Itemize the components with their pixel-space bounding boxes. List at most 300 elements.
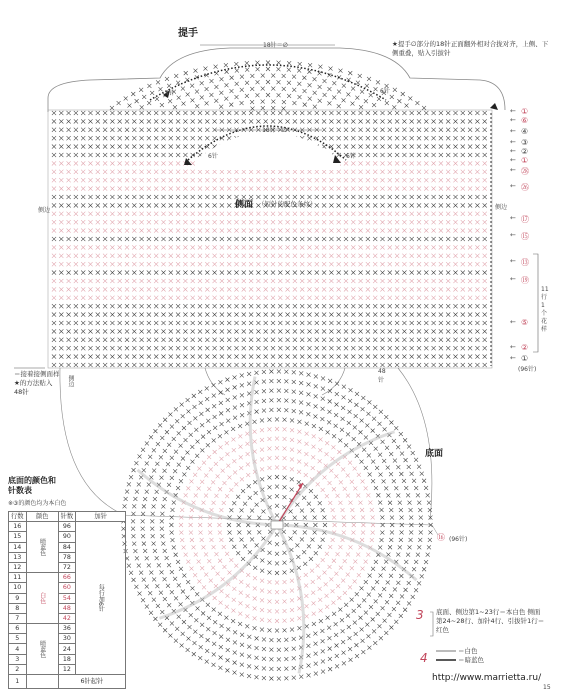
stitch-cross — [297, 566, 301, 570]
stitch-cross — [381, 606, 385, 610]
stitch-cross — [158, 87, 162, 91]
stitch-cross — [190, 445, 194, 449]
stitch-cross — [439, 136, 443, 140]
stitch-cross — [378, 593, 382, 597]
stitch-cross — [380, 170, 384, 174]
stitch-cross — [213, 262, 217, 266]
stitch-cross — [322, 136, 326, 140]
stitch-cross — [327, 636, 331, 640]
stitch-cross — [132, 111, 136, 115]
stitch-cross — [306, 654, 310, 658]
stitch-cross — [226, 638, 230, 642]
stitch-cross — [453, 195, 457, 199]
stitch-cross — [183, 195, 187, 199]
stitch-cross — [247, 484, 251, 488]
stitch-cross — [52, 220, 56, 224]
stitch-cross — [359, 153, 363, 157]
stitch-count: 12 — [58, 664, 76, 674]
legend-note4-line2: ＝暗蓝色 — [458, 656, 484, 664]
stitch-cross — [432, 271, 436, 275]
stitch-cross — [432, 178, 436, 182]
stitch-cross — [110, 355, 114, 359]
stitch-cross — [282, 551, 286, 555]
stitch-cross — [366, 329, 370, 333]
stitch-cross — [52, 153, 56, 157]
stitch-cross — [417, 501, 421, 505]
stitch-cross — [137, 482, 141, 486]
stitch-cross — [81, 363, 85, 367]
stitch-cross — [439, 254, 443, 258]
stitch-cross — [348, 585, 352, 589]
stitch-cross — [96, 296, 100, 300]
stitch-cross — [336, 494, 340, 498]
stitch-cross — [96, 178, 100, 182]
handle-marker — [490, 103, 498, 110]
stitch-cross — [96, 119, 100, 123]
stitch-cross — [163, 549, 167, 553]
stitch-cross — [278, 119, 282, 123]
right-inner-count: 6针 — [346, 153, 356, 160]
stitch-cross — [461, 279, 465, 283]
stitch-cross — [256, 67, 260, 71]
stitch-cross — [118, 296, 122, 300]
stitch-cross — [161, 304, 165, 308]
stitch-cross — [176, 128, 180, 132]
stitch-cross — [424, 296, 428, 300]
stitch-cross — [395, 203, 399, 207]
stitch-cross — [386, 580, 390, 584]
stitch-cross — [417, 329, 421, 333]
stitch-cross — [249, 296, 253, 300]
stitch-cross — [366, 145, 370, 149]
stitch-cross — [160, 570, 164, 574]
stitch-cross — [59, 254, 63, 258]
stitch-cross — [253, 430, 257, 434]
stitch-cross — [170, 570, 174, 574]
stitch-cross — [219, 401, 223, 405]
stitch-cross — [388, 545, 392, 549]
top-stitch-label: 18针＝∅ — [263, 42, 288, 49]
stitch-cross — [446, 153, 450, 157]
stitch-cross — [353, 425, 357, 429]
stitch-cross — [338, 438, 342, 442]
stitch-cross — [366, 237, 370, 241]
stitch-cross — [214, 584, 218, 588]
stitch-cross — [322, 329, 326, 333]
stitch-cross — [384, 560, 388, 564]
stitch-cross — [256, 355, 260, 359]
stitch-cross — [424, 355, 428, 359]
stitch-cross — [432, 262, 436, 266]
stitch-cross — [110, 287, 114, 291]
stitch-cross — [110, 304, 114, 308]
row-number: 2 — [9, 664, 27, 674]
stitch-cross — [238, 612, 242, 616]
stitch-cross — [206, 638, 210, 642]
stitch-cross — [234, 279, 238, 283]
stitch-cross — [59, 203, 63, 207]
stitch-cross — [388, 304, 392, 308]
stitch-cross — [150, 91, 154, 95]
stitch-cross — [177, 583, 181, 587]
stitch-cross — [125, 329, 129, 333]
stitch-cross — [398, 545, 402, 549]
stitch-cross — [202, 545, 206, 549]
stitch-cross — [342, 531, 346, 535]
stitch-cross — [331, 538, 335, 542]
stitch-cross — [337, 212, 341, 216]
stitch-cross — [125, 229, 129, 233]
stitch-cross — [103, 271, 107, 275]
stitch-cross — [304, 584, 308, 588]
stitch-cross — [366, 136, 370, 140]
stitch-cross — [137, 564, 141, 568]
stitch-cross — [306, 392, 310, 396]
stitch-cross — [284, 379, 288, 383]
stitch-cross — [268, 485, 272, 489]
stitch-cross — [275, 590, 279, 594]
stitch-cross — [384, 486, 388, 490]
bottom-row-mark: ⑯ — [437, 533, 445, 542]
stitch-cross — [322, 229, 326, 233]
stitch-cross — [147, 229, 151, 233]
stitch-cross — [277, 389, 281, 393]
stitch-cross — [461, 220, 465, 224]
stitch-cross — [213, 620, 217, 624]
stitch-cross — [256, 304, 260, 308]
stitch-cross — [205, 195, 209, 199]
stitch-cross — [380, 195, 384, 199]
stitch-cross — [220, 329, 224, 333]
stitch-cross — [424, 329, 428, 333]
stitch-cross — [360, 627, 364, 631]
stitch-cross — [169, 304, 173, 308]
stitch-cross — [346, 432, 350, 436]
stitch-cross — [240, 88, 244, 92]
stitch-cross — [483, 237, 487, 241]
stitch-cross — [359, 195, 363, 199]
stitch-cross — [67, 111, 71, 115]
stitch-cross — [81, 229, 85, 233]
stitch-cross — [205, 254, 209, 258]
table-row — [9, 675, 126, 689]
stitch-cross — [404, 458, 408, 462]
stitch-cross — [267, 628, 271, 632]
stitch-cross — [299, 391, 303, 395]
stitch-cross — [344, 296, 348, 300]
stitch-cross — [304, 573, 308, 577]
stitch-cross — [384, 415, 388, 419]
stitch-cross — [329, 119, 333, 123]
stitch-cross — [334, 622, 338, 626]
stitch-cross — [170, 476, 174, 480]
stitch-cross — [453, 153, 457, 157]
stitch-cross — [286, 212, 290, 216]
stitch-cross — [74, 195, 78, 199]
stitch-cross — [260, 418, 264, 422]
stitch-cross — [264, 178, 268, 182]
stitch-cross — [439, 287, 443, 291]
stitch-cross — [332, 81, 336, 85]
stitch-cross — [103, 195, 107, 199]
stitch-cross — [186, 580, 190, 584]
stitch-cross — [227, 195, 231, 199]
stitch-cross — [453, 220, 457, 224]
stitch-cross — [260, 598, 264, 602]
stitch-cross — [373, 346, 377, 350]
stitch-cross — [319, 427, 323, 431]
stitch-cross — [468, 203, 472, 207]
stitch-cross — [169, 178, 173, 182]
stitch-cross — [327, 420, 331, 424]
stitch-cross — [364, 611, 368, 615]
stitch-cross — [269, 657, 273, 661]
stitch-cross — [414, 588, 418, 592]
stitch-cross — [256, 321, 260, 325]
top-note: ★提手∅部分的18针正面翻外相对合拢对齐，上侧、下侧重叠，贴入引拔针 — [392, 40, 549, 57]
stitch-cross — [234, 237, 238, 241]
stitch-cross — [293, 329, 297, 333]
stitch-cross — [59, 304, 63, 308]
stitch-cross — [88, 128, 92, 132]
stitch-cross — [453, 321, 457, 325]
stitch-cross — [278, 111, 282, 115]
stitch-cross — [205, 119, 209, 123]
stitch-cross — [306, 634, 310, 638]
stitch-cross — [220, 355, 224, 359]
stitch-cross — [220, 321, 224, 325]
stitch-cross — [249, 355, 253, 359]
stitch-cross — [158, 623, 162, 627]
stitch-cross — [220, 229, 224, 233]
stitch-cross — [110, 229, 114, 233]
stitch-cross — [227, 262, 231, 266]
stitch-cross — [269, 370, 273, 374]
stitch-cross — [81, 178, 85, 182]
stitch-cross — [375, 580, 379, 584]
stitch-cross — [140, 321, 144, 325]
stitch-cross — [337, 271, 341, 275]
stitch-cross — [81, 287, 85, 291]
stitch-cross — [300, 245, 304, 249]
stitch-cross — [249, 178, 253, 182]
stitch-cross — [372, 103, 376, 107]
stitch-cross — [125, 321, 129, 325]
stitch-cross — [186, 486, 190, 490]
stitch-cross — [233, 416, 237, 420]
stitch-cross — [131, 527, 135, 531]
stitch-cross — [161, 313, 165, 317]
stitch-cross — [209, 579, 213, 583]
stitch-cross — [354, 643, 358, 647]
stitch-cross — [468, 313, 472, 317]
table-header-cell: 颜色 — [26, 512, 58, 522]
stitch-cross — [416, 553, 420, 557]
stitch-cross — [213, 596, 217, 600]
row-marker: ⑮ — [521, 232, 529, 241]
stitch-cross — [182, 574, 186, 578]
stitch-cross — [400, 516, 404, 520]
stitch-cross — [337, 338, 341, 342]
stitch-cross — [183, 203, 187, 207]
stitch-cross — [264, 187, 268, 191]
stitch-cross — [373, 313, 377, 317]
stitch-cross — [402, 195, 406, 199]
stitch-cross — [52, 346, 56, 350]
stitch-cross — [307, 119, 311, 123]
stitch-cross — [176, 136, 180, 140]
stitch-cross — [191, 304, 195, 308]
stitch-cross — [110, 279, 114, 283]
stitch-cross — [176, 161, 180, 165]
stitch-cross — [193, 416, 197, 420]
stitch-cross — [388, 321, 392, 325]
stitch-cross — [283, 590, 287, 594]
stitch-cross — [410, 329, 414, 333]
side-96-label: (96针) — [518, 366, 537, 373]
stitch-cross — [322, 338, 326, 342]
stitch-cross — [181, 632, 185, 636]
stitch-cross — [475, 229, 479, 233]
stitch-cross — [124, 96, 128, 100]
stitch-cross — [402, 161, 406, 165]
stitch-cross — [198, 170, 202, 174]
stitch-cross — [183, 321, 187, 325]
stitch-cross — [351, 111, 355, 115]
stitch-cross — [88, 262, 92, 266]
stitch-cross — [129, 475, 133, 479]
stitch-cross — [212, 404, 216, 408]
stitch-cross — [234, 271, 238, 275]
stitch-cross — [424, 486, 428, 490]
stitch-cross — [74, 271, 78, 275]
stitch-cross — [395, 128, 399, 132]
stitch-cross — [337, 450, 341, 454]
stitch-cross — [461, 355, 465, 359]
stitch-cross — [154, 170, 158, 174]
row-number: 14 — [9, 542, 27, 552]
stitch-cross — [359, 187, 363, 191]
stitch-cross — [229, 558, 233, 562]
stitch-cross — [468, 321, 472, 325]
stitch-cross — [156, 442, 160, 446]
stitch-cross — [315, 287, 319, 291]
stitch-cross — [154, 363, 158, 367]
stitch-cross — [198, 245, 202, 249]
stitch-cross — [175, 419, 179, 423]
stitch-cross — [409, 530, 413, 534]
stitch-cross — [461, 145, 465, 149]
stitch-cross — [402, 237, 406, 241]
stitch-cross — [328, 399, 332, 403]
stitch-cross — [388, 346, 392, 350]
stitch-cross — [59, 128, 63, 132]
stitch-cross — [67, 145, 71, 149]
stitch-cross — [399, 574, 403, 578]
stitch-cross — [373, 287, 377, 291]
stitch-cross — [389, 452, 393, 456]
stitch-cross — [88, 355, 92, 359]
stitch-cross — [213, 631, 217, 635]
stitch-cross — [67, 271, 71, 275]
stitch-cross — [344, 178, 348, 182]
stitch-cross — [290, 618, 294, 622]
stitch-cross — [264, 279, 268, 283]
stitch-cross — [329, 262, 333, 266]
stitch-cross — [183, 262, 187, 266]
stitch-cross — [322, 203, 326, 207]
stitch-cross — [125, 237, 129, 241]
stitch-cross — [322, 178, 326, 182]
stitch-cross — [380, 321, 384, 325]
stitch-cross — [432, 153, 436, 157]
stitch-cross — [212, 438, 216, 442]
stitch-cross — [74, 321, 78, 325]
stitch-cross — [151, 534, 155, 538]
stitch-cross — [415, 101, 419, 105]
stitch-cross — [402, 212, 406, 216]
stitch-cross — [394, 620, 398, 624]
stitch-cross — [424, 195, 428, 199]
stitch-cross — [295, 503, 299, 507]
stitch-cross — [110, 338, 114, 342]
stitch-cross — [169, 321, 173, 325]
stitch-cross — [240, 101, 244, 105]
stitch-cross — [59, 346, 63, 350]
stitch-cross — [390, 530, 394, 534]
stitch-cross — [307, 502, 311, 506]
stitch-cross — [388, 178, 392, 182]
stitch-cross — [332, 487, 336, 491]
stitch-cross — [205, 346, 209, 350]
stitch-cross — [147, 321, 151, 325]
stitch-cross — [343, 487, 347, 491]
stitch-cross — [357, 573, 361, 577]
stitch-cross — [410, 195, 414, 199]
stitch-cross — [344, 145, 348, 149]
stitch-cross — [461, 237, 465, 241]
stitch-cross — [96, 287, 100, 291]
stitch-cross — [218, 559, 222, 563]
stitch-cross — [242, 363, 246, 367]
stitch-cross — [156, 80, 160, 84]
stitch-cross — [226, 398, 230, 402]
stitch-cross — [147, 483, 151, 487]
stitch-cross — [174, 553, 178, 557]
stitch-cross — [278, 363, 282, 367]
stitch-cross — [414, 560, 418, 564]
stitch-cross — [417, 220, 421, 224]
stitch-cross — [439, 212, 443, 216]
stitch-cross — [359, 355, 363, 359]
stitch-cross — [351, 287, 355, 291]
stitch-cross — [353, 467, 357, 471]
stitch-cross — [298, 62, 302, 66]
stitch-cross — [275, 475, 279, 479]
stitch-cross — [351, 212, 355, 216]
stitch-cross — [159, 591, 163, 595]
row-marker: ③ — [521, 138, 529, 147]
stitch-cross — [158, 423, 162, 427]
stitch-cross — [461, 313, 465, 317]
stitch-cross — [386, 553, 390, 557]
stitch-cross — [154, 187, 158, 191]
stitch-cross — [213, 220, 217, 224]
stitch-cross — [74, 111, 78, 115]
stitch-cross — [344, 271, 348, 275]
stitch-cross — [388, 237, 392, 241]
stitch-cross — [278, 346, 282, 350]
